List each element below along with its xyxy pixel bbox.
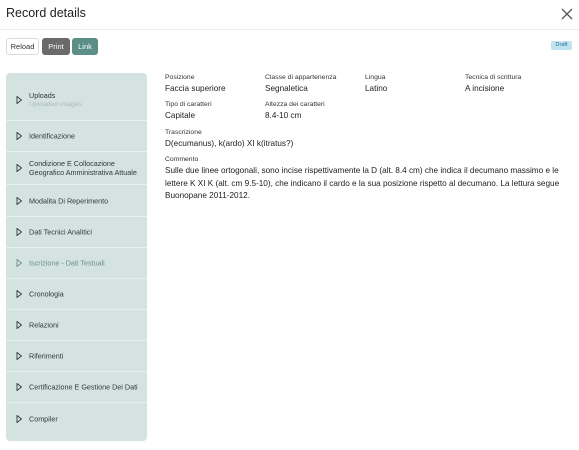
chevron-right-icon bbox=[15, 321, 23, 329]
chevron-right-icon bbox=[15, 164, 23, 172]
sidebar-item-condizione[interactable] bbox=[6, 152, 147, 185]
field-tipo-caratteri bbox=[165, 100, 212, 122]
status-badge: Draft bbox=[551, 41, 572, 50]
field-altezza-caratteri bbox=[265, 100, 325, 122]
field-label: Posizione bbox=[165, 74, 195, 81]
sidebar bbox=[6, 73, 147, 441]
field-trascrizione bbox=[165, 128, 293, 150]
sidebar-item-cronologia[interactable] bbox=[6, 279, 147, 310]
chevron-right-icon bbox=[15, 383, 23, 391]
field-posizione bbox=[165, 73, 226, 95]
print-button[interactable]: Print bbox=[42, 38, 70, 55]
field-value: Latino bbox=[365, 84, 388, 93]
field-label: Classe di appartenenza bbox=[265, 74, 337, 81]
toolbar bbox=[0, 36, 579, 58]
field-label: Trascrizione bbox=[165, 129, 202, 136]
chevron-right-icon bbox=[15, 259, 23, 267]
sidebar-item-certificazione[interactable] bbox=[6, 372, 147, 403]
field-value: Faccia superiore bbox=[165, 84, 226, 93]
link-button[interactable]: Link bbox=[72, 38, 98, 55]
sidebar-item-label: Dati Tecnici Analitici bbox=[29, 227, 92, 237]
close-icon bbox=[559, 6, 575, 22]
sidebar-item-uploads[interactable] bbox=[6, 80, 147, 121]
field-label: Lingua bbox=[365, 74, 386, 81]
sidebar-item-sublabel: Uploaded images bbox=[29, 101, 82, 108]
chevron-right-icon bbox=[15, 352, 23, 360]
sidebar-item-iscrizione[interactable] bbox=[6, 248, 147, 279]
field-value: 8.4-10 cm bbox=[265, 111, 302, 120]
field-commento bbox=[165, 155, 560, 203]
sidebar-item-label: Relazioni bbox=[29, 320, 59, 330]
chevron-right-icon bbox=[15, 197, 23, 205]
sidebar-item-label: Certificazione E Gestione Dei Dati bbox=[29, 382, 138, 392]
reload-button[interactable]: Reload bbox=[6, 38, 39, 55]
field-lingua bbox=[365, 73, 387, 95]
page-title: Record details bbox=[6, 6, 86, 20]
field-classe bbox=[265, 73, 336, 95]
field-value: D(ecumanus), k(ardo) XI k(itratus?) bbox=[165, 139, 294, 148]
sidebar-item-dati-tecnici[interactable] bbox=[6, 217, 147, 248]
field-label: Tipo di caratteri bbox=[165, 101, 212, 108]
chevron-right-icon bbox=[15, 96, 23, 104]
field-label: Tecnica di scrittura bbox=[465, 74, 522, 81]
sidebar-item-label: Modalita Di Reperimento bbox=[29, 196, 109, 206]
modal-header bbox=[0, 0, 579, 30]
close-button[interactable] bbox=[559, 6, 575, 22]
chevron-right-icon bbox=[15, 290, 23, 298]
field-value: Sulle due linee ortogonali, sono incise rispettivamente la D (alt. 8.4 cm) che indica il decumano massimo e le lettere K XI K (alt. cm 9.5-10), che indicano il cardo e la sua posizione rispetto al decumano. La lettura segue Buonopane 2011-2012. bbox=[165, 166, 560, 200]
field-label: Altezza dei caratteri bbox=[265, 101, 325, 108]
chevron-right-icon bbox=[15, 415, 23, 423]
sidebar-item-riferimenti[interactable] bbox=[6, 341, 147, 372]
chevron-right-icon bbox=[15, 132, 23, 140]
field-value: Capitale bbox=[165, 111, 196, 120]
field-value: Segnaletica bbox=[265, 84, 308, 93]
field-value: A incisione bbox=[465, 84, 505, 93]
sidebar-item-label: Compiler bbox=[29, 414, 58, 423]
sidebar-item-label: Cronologia bbox=[29, 289, 64, 299]
sidebar-item-label: Riferimenti bbox=[29, 351, 64, 361]
sidebar-item-label: Condizione E Collocazione Geografico Amministrativa Attuale bbox=[29, 159, 137, 177]
sidebar-item-label: Iscrizione - Dati Testuali bbox=[29, 258, 105, 268]
sidebar-item-relazioni[interactable] bbox=[6, 310, 147, 341]
sidebar-item-identificazione[interactable] bbox=[6, 121, 147, 152]
field-label: Commento bbox=[165, 156, 199, 163]
chevron-right-icon bbox=[15, 228, 23, 236]
sidebar-item-label: Identificazione bbox=[29, 131, 75, 141]
sidebar-item-label: Uploads Uploaded images bbox=[29, 91, 143, 109]
sidebar-item-modalita[interactable] bbox=[6, 186, 147, 217]
field-tecnica bbox=[465, 73, 521, 95]
sidebar-item-compiler[interactable] bbox=[6, 403, 147, 434]
